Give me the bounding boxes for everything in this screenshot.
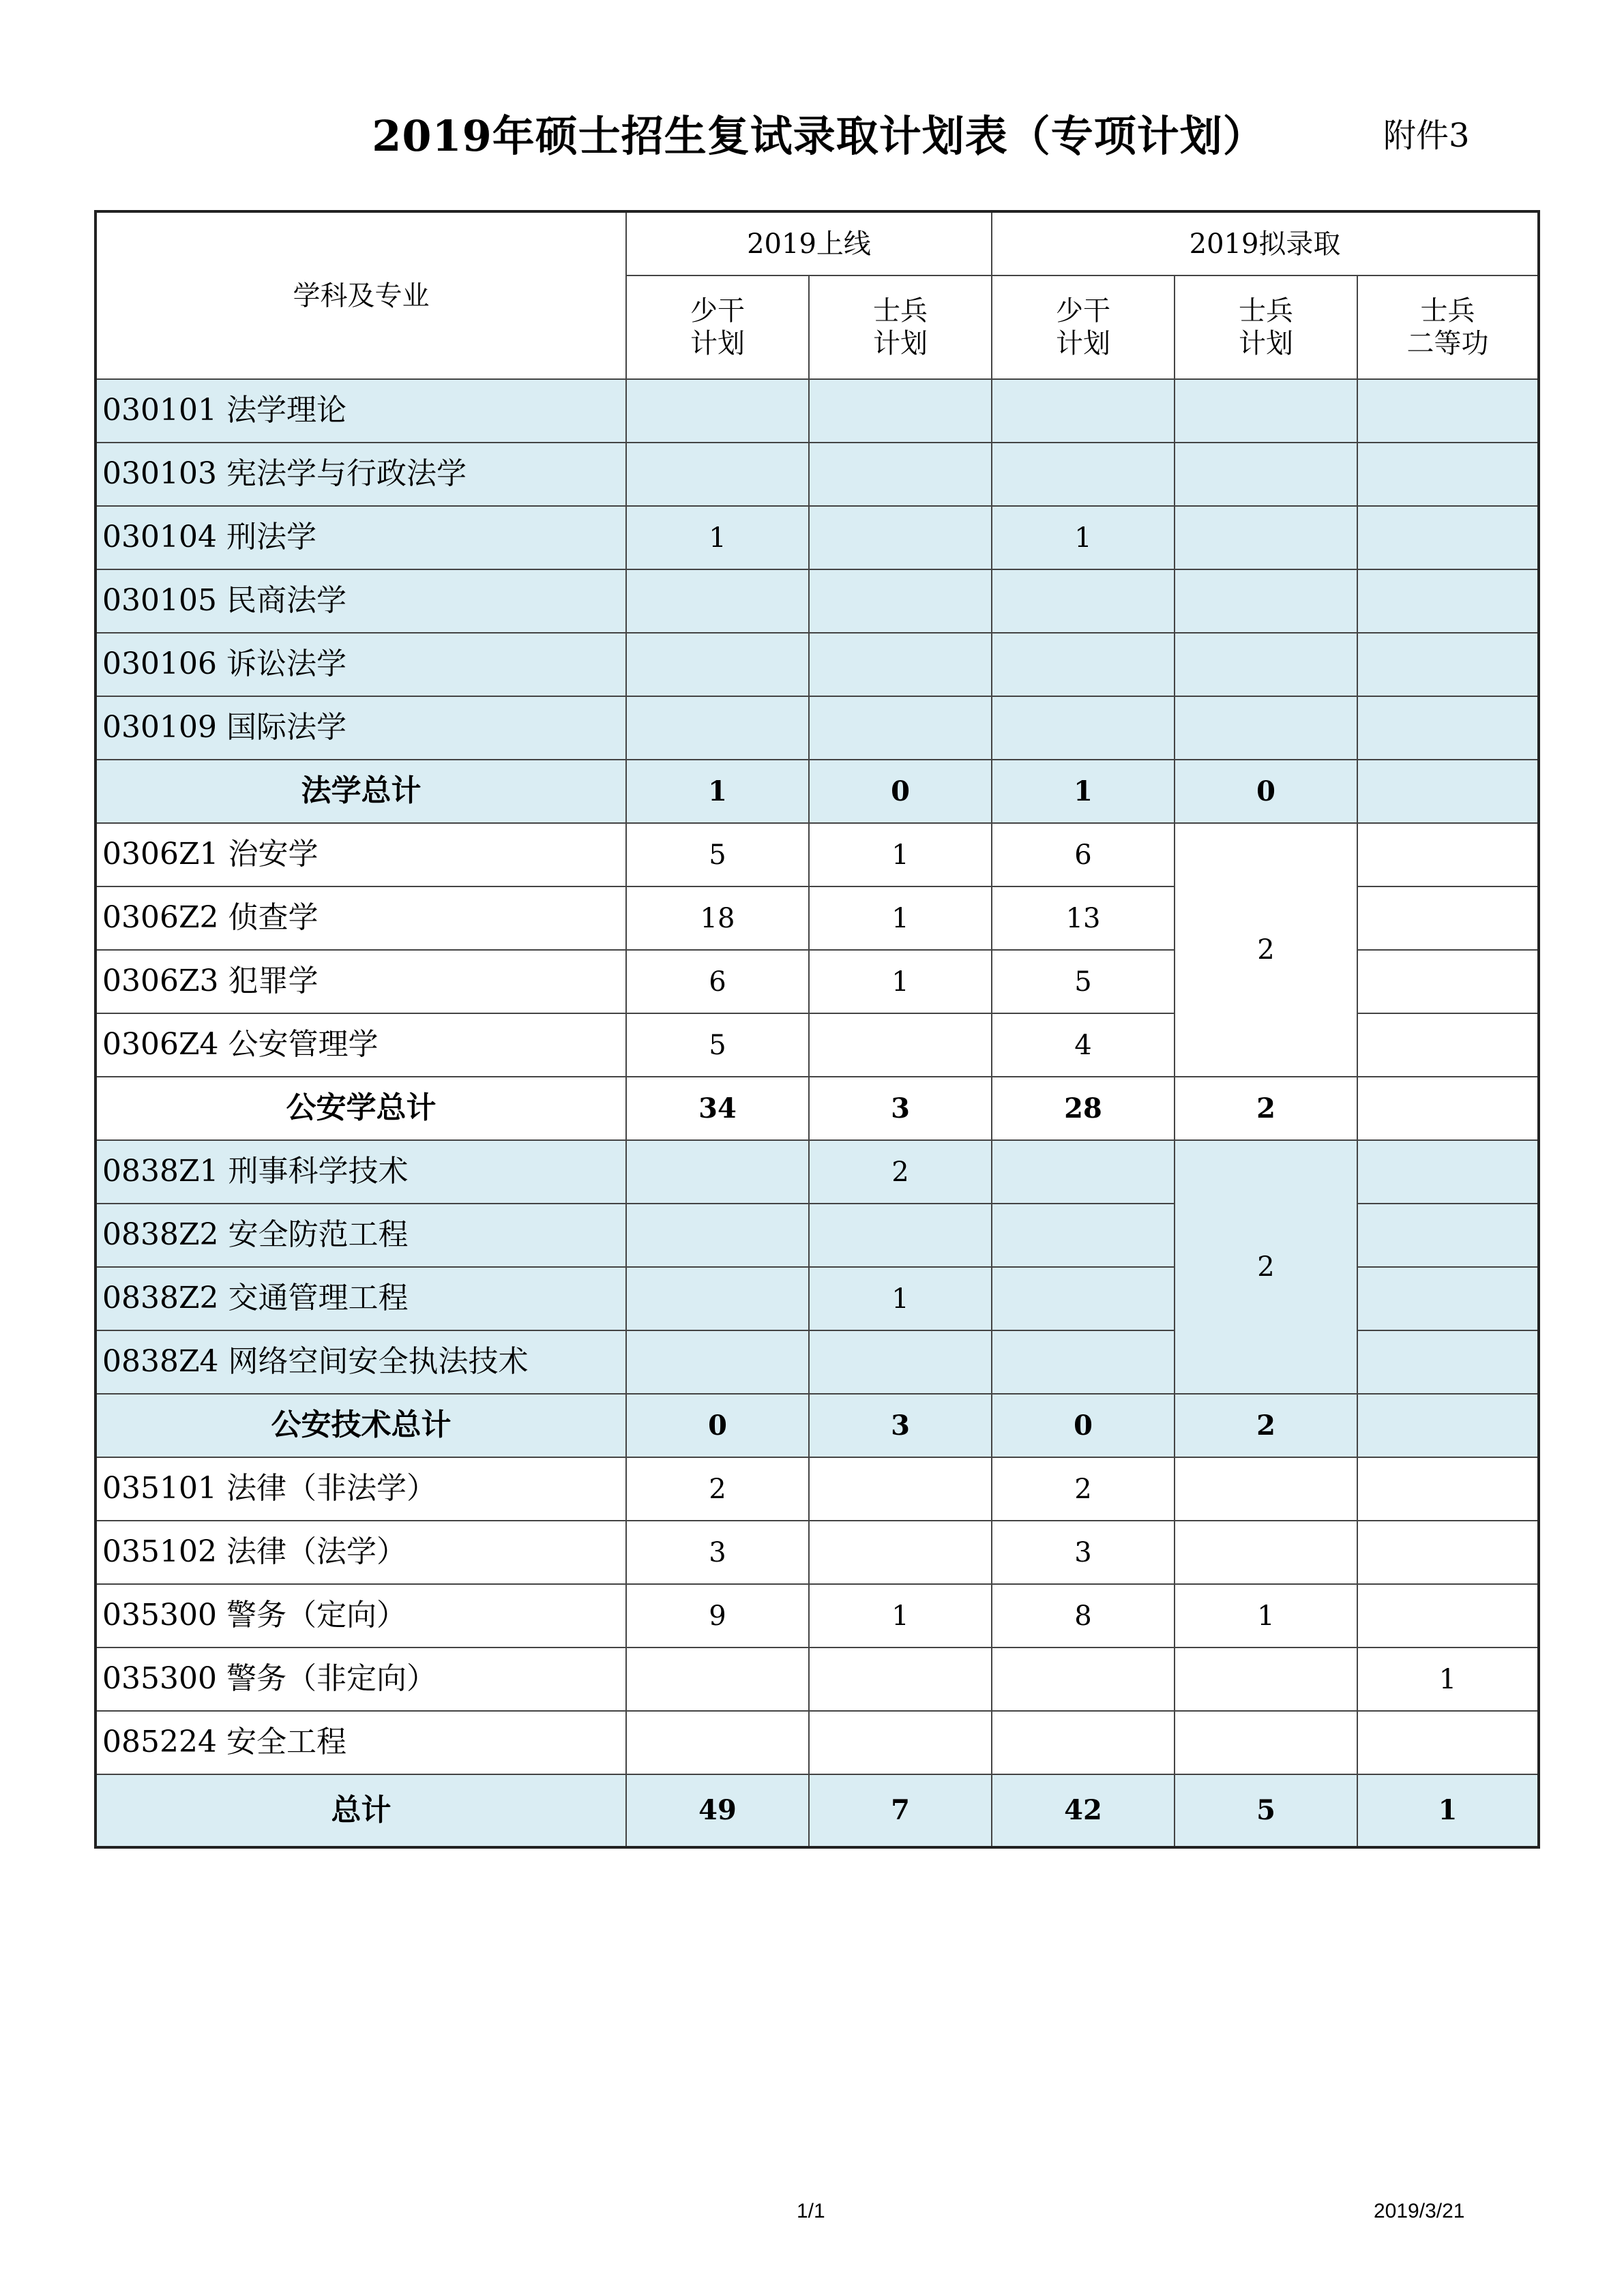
col-header: 士兵 二等功	[1357, 275, 1539, 379]
table-cell	[1357, 1013, 1539, 1077]
table-cell	[626, 443, 809, 506]
table-cell	[809, 506, 992, 569]
table-row	[95, 1584, 1539, 1648]
subject-name: 0838Z1 刑事科学技术	[95, 1140, 626, 1204]
table-cell	[1175, 379, 1357, 443]
table-cell	[1175, 696, 1357, 760]
table-row	[95, 633, 1539, 696]
table-cell	[992, 379, 1175, 443]
table-cell: 2	[992, 1457, 1175, 1521]
subject-name: 0838Z2 交通管理工程	[95, 1267, 626, 1330]
subtotal-label: 法学总计	[95, 760, 626, 823]
table-cell	[1357, 1140, 1539, 1204]
table-cell: 1	[1175, 1584, 1357, 1648]
subject-name: 0306Z2 侦查学	[95, 886, 626, 950]
col-header: 少干 计划	[626, 275, 809, 379]
table-cell	[992, 1204, 1175, 1267]
table-cell	[1175, 1711, 1357, 1774]
table-cell	[1175, 506, 1357, 569]
subtotal-value: 0	[626, 1394, 809, 1457]
subject-name: 030103 宪法学与行政法学	[95, 443, 626, 506]
subject-name: 035102 法律（法学）	[95, 1521, 626, 1584]
subtotal-value: 2	[1175, 1077, 1357, 1140]
table-cell	[992, 443, 1175, 506]
subtotal-value	[1357, 1394, 1539, 1457]
table-cell: 1	[809, 823, 992, 886]
subject-name: 035101 法律（非法学）	[95, 1457, 626, 1521]
table-cell	[626, 633, 809, 696]
table-cell: 1	[809, 1584, 992, 1648]
subtotal-value: 7	[809, 1774, 992, 1847]
table-cell: 1	[626, 506, 809, 569]
page-number: 1/1	[797, 2200, 825, 2222]
subject-name: 0838Z4 网络空间安全执法技术	[95, 1330, 626, 1394]
table-cell	[992, 1711, 1175, 1774]
table-cell: 8	[992, 1584, 1175, 1648]
table-cell	[1357, 1330, 1539, 1394]
table-cell	[1357, 696, 1539, 760]
subtotal-value: 34	[626, 1077, 809, 1140]
col-header: 士兵 计划	[809, 275, 992, 379]
table-cell: 3	[626, 1521, 809, 1584]
table-cell: 4	[992, 1013, 1175, 1077]
table-cell	[626, 379, 809, 443]
table-cell	[1357, 950, 1539, 1013]
table-cell	[992, 633, 1175, 696]
subtotal-row	[95, 1394, 1539, 1457]
subtotal-row	[95, 760, 1539, 823]
table-cell	[992, 1648, 1175, 1711]
table-cell	[626, 1140, 809, 1204]
table-cell	[1357, 506, 1539, 569]
table-cell	[809, 696, 992, 760]
subtotal-value: 3	[809, 1394, 992, 1457]
subtotal-value: 49	[626, 1774, 809, 1847]
table-cell	[626, 1648, 809, 1711]
table-cell	[809, 1204, 992, 1267]
table-cell: 5	[626, 1013, 809, 1077]
subtotal-value	[1357, 760, 1539, 823]
subject-header: 学科及专业	[95, 211, 626, 379]
subtotal-value: 2	[1175, 1394, 1357, 1457]
subject-name: 0306Z4 公安管理学	[95, 1013, 626, 1077]
table-cell	[809, 1330, 992, 1394]
subtotal-value: 1	[626, 760, 809, 823]
table-cell	[626, 569, 809, 633]
admit-group-header: 2019拟录取	[992, 211, 1539, 275]
table-cell: 6	[626, 950, 809, 1013]
subtotal-value: 0	[992, 1394, 1175, 1457]
subtotal-value: 0	[1175, 760, 1357, 823]
table-row	[95, 1457, 1539, 1521]
table-row	[95, 569, 1539, 633]
plan-table	[94, 210, 1540, 1849]
table-cell: 2	[626, 1457, 809, 1521]
table-cell: 1	[809, 886, 992, 950]
subtotal-value: 42	[992, 1774, 1175, 1847]
table-cell	[626, 1330, 809, 1394]
table-cell	[809, 1457, 992, 1521]
table-cell	[1175, 633, 1357, 696]
table-cell: 1	[809, 1267, 992, 1330]
merged-soldier-cell: 2	[1175, 1140, 1357, 1394]
table-cell	[1357, 823, 1539, 886]
table-cell	[1175, 1457, 1357, 1521]
table-cell: 9	[626, 1584, 809, 1648]
table-cell: 1	[1357, 1648, 1539, 1711]
print-date: 2019/3/21	[1374, 2200, 1465, 2222]
attachment-label: 附件3	[1383, 117, 1470, 155]
table-cell	[809, 569, 992, 633]
page-title: 2019年硕士招生复试录取计划表（专项计划）	[372, 111, 1266, 161]
table-cell	[1357, 1521, 1539, 1584]
table-row	[95, 1711, 1539, 1774]
subtotal-value: 5	[1175, 1774, 1357, 1847]
table-cell	[1357, 1204, 1539, 1267]
table-cell	[809, 379, 992, 443]
subject-name: 085224 安全工程	[95, 1711, 626, 1774]
table-cell	[1357, 1267, 1539, 1330]
online-group-header: 2019上线	[626, 211, 992, 275]
table-cell	[992, 696, 1175, 760]
grand-total-row	[95, 1774, 1539, 1847]
table-cell	[809, 1013, 992, 1077]
subtotal-value: 3	[809, 1077, 992, 1140]
table-cell	[1357, 379, 1539, 443]
subject-name: 035300 警务（非定向）	[95, 1648, 626, 1711]
table-cell	[992, 1140, 1175, 1204]
table-row	[95, 443, 1539, 506]
table-cell: 18	[626, 886, 809, 950]
table-cell: 5	[626, 823, 809, 886]
table-cell: 3	[992, 1521, 1175, 1584]
table-cell	[1357, 1457, 1539, 1521]
table-cell	[992, 569, 1175, 633]
subtotal-label: 公安学总计	[95, 1077, 626, 1140]
table-cell	[992, 1267, 1175, 1330]
table-cell	[1357, 886, 1539, 950]
table-row	[95, 1521, 1539, 1584]
table-cell	[1175, 569, 1357, 633]
header-row-1	[95, 211, 1539, 275]
subject-name: 035300 警务（定向）	[95, 1584, 626, 1648]
table-cell	[1357, 443, 1539, 506]
table-cell	[626, 1711, 809, 1774]
table-cell	[809, 1648, 992, 1711]
subject-name: 0838Z2 安全防范工程	[95, 1204, 626, 1267]
table-row	[95, 506, 1539, 569]
col-header: 少干 计划	[992, 275, 1175, 379]
merged-soldier-cell: 2	[1175, 823, 1357, 1077]
subject-name: 030104 刑法学	[95, 506, 626, 569]
table-cell	[626, 1204, 809, 1267]
table-row	[95, 696, 1539, 760]
table-cell	[1357, 633, 1539, 696]
table-cell: 1	[809, 950, 992, 1013]
subject-name: 030106 诉讼法学	[95, 633, 626, 696]
subject-name: 030105 民商法学	[95, 569, 626, 633]
subject-name: 0306Z1 治安学	[95, 823, 626, 886]
table-row	[95, 823, 1539, 886]
subtotal-row	[95, 1077, 1539, 1140]
table-cell	[626, 696, 809, 760]
subtotal-value: 1	[1357, 1774, 1539, 1847]
subject-name: 030109 国际法学	[95, 696, 626, 760]
table-cell: 2	[809, 1140, 992, 1204]
table-row	[95, 1140, 1539, 1204]
table-cell	[1175, 1648, 1357, 1711]
table-cell	[1357, 1711, 1539, 1774]
table-cell	[1357, 1584, 1539, 1648]
subject-name: 0306Z3 犯罪学	[95, 950, 626, 1013]
subtotal-value	[1357, 1077, 1539, 1140]
table-cell	[809, 1711, 992, 1774]
subtotal-label: 公安技术总计	[95, 1394, 626, 1457]
table-cell	[809, 633, 992, 696]
table-row	[95, 1648, 1539, 1711]
subject-name: 030101 法学理论	[95, 379, 626, 443]
table-cell: 5	[992, 950, 1175, 1013]
table-cell: 13	[992, 886, 1175, 950]
table-cell	[1357, 569, 1539, 633]
table-cell	[992, 1330, 1175, 1394]
table-cell	[1175, 443, 1357, 506]
table-cell	[1175, 1521, 1357, 1584]
subtotal-value: 28	[992, 1077, 1175, 1140]
col-header: 士兵 计划	[1175, 275, 1357, 379]
subtotal-label: 总计	[95, 1774, 626, 1847]
table-cell	[626, 1267, 809, 1330]
table-row	[95, 379, 1539, 443]
table-cell	[809, 1521, 992, 1584]
table-cell	[809, 443, 992, 506]
table-cell: 6	[992, 823, 1175, 886]
table-cell: 1	[992, 506, 1175, 569]
subtotal-value: 0	[809, 760, 992, 823]
subtotal-value: 1	[992, 760, 1175, 823]
